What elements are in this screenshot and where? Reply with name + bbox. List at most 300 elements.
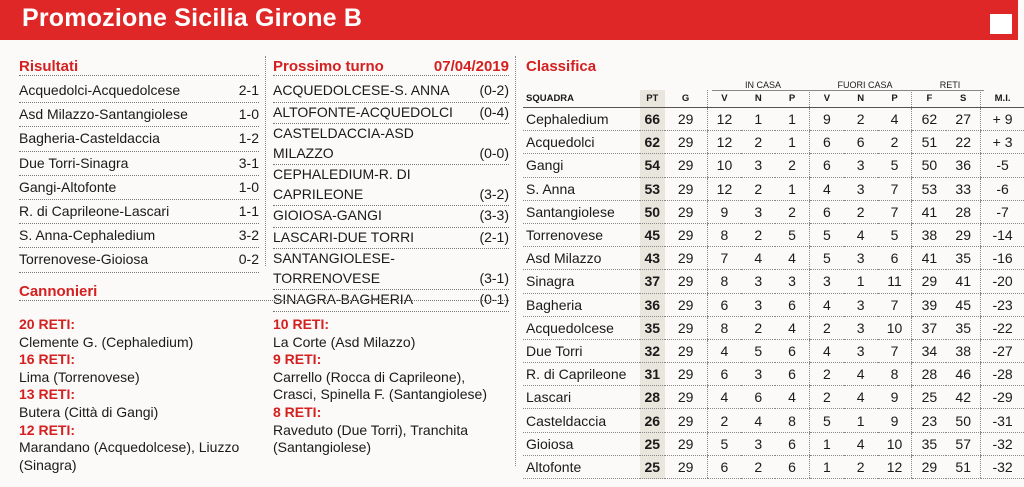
scorer-names: Clemente G. (Cephaledium) bbox=[19, 333, 194, 350]
standings-cell-hn: 4 bbox=[741, 409, 775, 432]
scorer-group bbox=[19, 351, 259, 386]
standings-cell-hp: 6 bbox=[775, 339, 809, 362]
standings-cell-av: 5 bbox=[809, 247, 843, 270]
fixture-first-leg: (0-1) bbox=[479, 291, 509, 307]
standings-cell-av: 4 bbox=[809, 177, 843, 200]
standings-cell-f: 38 bbox=[912, 223, 946, 246]
standings-cell-hv: 7 bbox=[707, 247, 741, 270]
standings-cell-hp: 4 bbox=[775, 247, 809, 270]
standings-cell-av: 3 bbox=[809, 270, 843, 293]
standings-cell-hp: 5 bbox=[775, 223, 809, 246]
standings-cell-an: 6 bbox=[844, 131, 878, 154]
result-match: Acquedolci-Acquedolcese bbox=[19, 82, 181, 98]
standings-cell-an: 3 bbox=[844, 316, 878, 339]
scorer-names: Lima (Torrenovese) bbox=[19, 368, 140, 385]
standings-cell-mi: -6 bbox=[981, 177, 1024, 200]
fixture-match: CASTELDACCIA-ASD MILAZZO bbox=[273, 125, 414, 161]
standings-cell-g: 29 bbox=[665, 108, 707, 131]
standings-cell-hv: 9 bbox=[707, 200, 741, 223]
standings-cell-team: S. Anna bbox=[523, 177, 640, 200]
header-mi: M.I. bbox=[981, 90, 1024, 108]
group-goals: RETI bbox=[916, 80, 984, 91]
standings-cell-av: 6 bbox=[809, 200, 843, 223]
standings-cell-team: Cephaledium bbox=[523, 108, 640, 131]
standings-cell-g: 29 bbox=[665, 432, 707, 455]
standings-cell-mi: -32 bbox=[981, 455, 1024, 478]
standings-cell-s: 35 bbox=[946, 247, 980, 270]
scorer-goals-label: 12 RETI: bbox=[19, 421, 76, 438]
standings-row bbox=[523, 455, 1024, 478]
result-match: Due Torri-Sinagra bbox=[19, 154, 129, 171]
scorer-group bbox=[19, 316, 259, 351]
standings-cell-f: 25 bbox=[912, 386, 946, 409]
standings-cell-g: 29 bbox=[665, 293, 707, 316]
fixture-row bbox=[273, 81, 509, 103]
standings-cell-f: 35 bbox=[912, 432, 946, 455]
standings-cell-hn: 2 bbox=[741, 455, 775, 478]
standings-cell-s: 45 bbox=[946, 293, 980, 316]
next-round-title: Prossimo turno bbox=[273, 58, 384, 75]
header-away-v: V bbox=[809, 90, 843, 108]
fixture-match: ACQUEDOLCESE-S. ANNA bbox=[273, 82, 450, 98]
fixture-first-leg: (3-2) bbox=[479, 185, 509, 202]
standings-cell-pt: 26 bbox=[640, 409, 665, 432]
fixture-first-leg: (0-0) bbox=[479, 144, 509, 161]
standings-cell-hp: 2 bbox=[775, 154, 809, 177]
standings-cell-pt: 25 bbox=[640, 432, 665, 455]
standings-cell-hn: 2 bbox=[741, 177, 775, 200]
standings-cell-hv: 5 bbox=[707, 432, 741, 455]
standings-cell-pt: 66 bbox=[640, 108, 665, 131]
fixture-match: LASCARI-DUE TORRI bbox=[273, 228, 415, 245]
standings-table bbox=[523, 90, 1024, 479]
standings-cell-g: 29 bbox=[665, 386, 707, 409]
header-f: F bbox=[912, 90, 946, 108]
standings-cell-hv: 12 bbox=[707, 177, 741, 200]
header-home-p: P bbox=[775, 90, 809, 108]
standings-cell-team: Acquedolci bbox=[523, 131, 640, 154]
standings-cell-hn: 2 bbox=[741, 316, 775, 339]
header-team: SQUADRA bbox=[523, 90, 640, 108]
standings-cell-s: 22 bbox=[946, 131, 980, 154]
standings-cell-an: 3 bbox=[844, 293, 878, 316]
standings-row bbox=[523, 223, 1024, 246]
standings-cell-hv: 6 bbox=[707, 363, 741, 386]
standings-cell-s: 28 bbox=[946, 200, 980, 223]
standings-cell-hn: 6 bbox=[741, 386, 775, 409]
result-score: 2-1 bbox=[238, 82, 259, 98]
fixture-row bbox=[273, 103, 509, 125]
standings-cell-av: 5 bbox=[809, 409, 843, 432]
standings-cell-mi: -20 bbox=[981, 270, 1024, 293]
standings-cell-an: 2 bbox=[844, 108, 878, 131]
standings-cell-team: Bagheria bbox=[523, 293, 640, 316]
scorer-goals-label: 9 RETI: bbox=[273, 351, 322, 368]
standings-cell-hn: 3 bbox=[741, 432, 775, 455]
standings-cell-g: 29 bbox=[665, 200, 707, 223]
standings-cell-av: 6 bbox=[809, 131, 843, 154]
fixture-match: SANTANGIOLESE-TORRENOVESE bbox=[273, 250, 395, 286]
standings-cell-mi: -31 bbox=[981, 409, 1024, 432]
standings-cell-ap: 11 bbox=[878, 270, 912, 293]
standings-cell-mi: -28 bbox=[981, 363, 1024, 386]
result-score: 3-2 bbox=[238, 227, 259, 244]
standings-cell-team: Gioiosa bbox=[523, 432, 640, 455]
standings-cell-f: 39 bbox=[912, 293, 946, 316]
standings-cell-av: 4 bbox=[809, 293, 843, 316]
scorer-goals-label: 20 RETI: bbox=[19, 316, 76, 332]
standings-cell-s: 33 bbox=[946, 177, 980, 200]
standings-cell-hv: 8 bbox=[707, 316, 741, 339]
result-score: 1-1 bbox=[238, 202, 259, 219]
standings-cell-hn: 3 bbox=[741, 270, 775, 293]
standings-cell-team: Torrenovese bbox=[523, 223, 640, 246]
standings-cell-an: 4 bbox=[844, 223, 878, 246]
next-round-list bbox=[273, 81, 509, 312]
standings-cell-ap: 9 bbox=[878, 386, 912, 409]
standings-row bbox=[523, 316, 1024, 339]
result-score: 0-2 bbox=[238, 251, 259, 268]
standings-cell-hp: 1 bbox=[775, 108, 809, 131]
scorer-names: Raveduto (Due Torri), Tranchita (Santangiolese) bbox=[273, 421, 469, 456]
page-title: Promozione Sicilia Girone B bbox=[22, 4, 363, 32]
standings-cell-team: Due Torri bbox=[523, 339, 640, 362]
result-score: 1-0 bbox=[238, 106, 259, 123]
standings-cell-mi: -27 bbox=[981, 339, 1024, 362]
standings-cell-pt: 37 bbox=[640, 270, 665, 293]
standings-row bbox=[523, 339, 1024, 362]
fixture-first-leg: (0-2) bbox=[479, 82, 509, 98]
standings-cell-f: 53 bbox=[912, 177, 946, 200]
header-away-p: P bbox=[878, 90, 912, 108]
result-match: Gangi-Altofonte bbox=[19, 178, 117, 195]
standings-cell-team: R. di Caprileone bbox=[523, 363, 640, 386]
standings-cell-mi: -14 bbox=[981, 223, 1024, 246]
standings-cell-ap: 6 bbox=[878, 247, 912, 270]
standings-cell-mi: -29 bbox=[981, 386, 1024, 409]
standings-cell-hv: 12 bbox=[707, 108, 741, 131]
standings-row bbox=[523, 270, 1024, 293]
standings-cell-g: 29 bbox=[665, 409, 707, 432]
standings-cell-f: 34 bbox=[912, 339, 946, 362]
banner-white-box bbox=[990, 14, 1012, 34]
standings-cell-hv: 6 bbox=[707, 293, 741, 316]
standings-cell-ap: 4 bbox=[878, 108, 912, 131]
result-match: Torrenovese-Gioiosa bbox=[19, 251, 149, 268]
column-divider bbox=[515, 56, 516, 466]
standings-cell-s: 36 bbox=[946, 154, 980, 177]
fixture-match: GIOIOSA-GANGI bbox=[273, 207, 382, 223]
standings-row bbox=[523, 154, 1024, 177]
standings-cell-av: 1 bbox=[809, 432, 843, 455]
standings-cell-ap: 9 bbox=[878, 409, 912, 432]
title-banner bbox=[0, 0, 1018, 40]
standings-cell-ap: 7 bbox=[878, 200, 912, 223]
scorer-goals-label: 10 RETI: bbox=[273, 316, 330, 332]
standings-cell-mi: -5 bbox=[981, 154, 1024, 177]
results-heading: Risultati bbox=[19, 58, 259, 76]
standings-cell-g: 29 bbox=[665, 247, 707, 270]
fixture-row bbox=[273, 165, 509, 206]
standings-cell-g: 29 bbox=[665, 223, 707, 246]
result-score: 3-1 bbox=[238, 154, 259, 171]
header-home-n: N bbox=[741, 90, 775, 108]
standings-cell-hp: 3 bbox=[775, 270, 809, 293]
scorer-goals-label: 13 RETI: bbox=[19, 386, 76, 403]
scorer-group bbox=[273, 351, 509, 404]
standings-cell-hv: 4 bbox=[707, 339, 741, 362]
standings-cell-an: 3 bbox=[844, 247, 878, 270]
scorer-group bbox=[19, 386, 259, 421]
standings-cell-hp: 4 bbox=[775, 386, 809, 409]
fixture-first-leg: (2-1) bbox=[479, 228, 509, 245]
standings-cell-hp: 6 bbox=[775, 293, 809, 316]
standings-cell-pt: 53 bbox=[640, 177, 665, 200]
standings-cell-s: 50 bbox=[946, 409, 980, 432]
standings-cell-an: 2 bbox=[844, 200, 878, 223]
group-away: FUORI CASA bbox=[814, 80, 916, 91]
standings-cell-av: 2 bbox=[809, 316, 843, 339]
standings-cell-hp: 2 bbox=[775, 200, 809, 223]
fixture-first-leg: (3-1) bbox=[479, 269, 509, 286]
standings-cell-hp: 1 bbox=[775, 131, 809, 154]
standings-cell-team: Asd Milazzo bbox=[523, 247, 640, 270]
standings-cell-pt: 43 bbox=[640, 247, 665, 270]
standings-cell-pt: 25 bbox=[640, 455, 665, 478]
standings-cell-s: 51 bbox=[946, 455, 980, 478]
standings-row bbox=[523, 293, 1024, 316]
standings-cell-pt: 62 bbox=[640, 131, 665, 154]
standings-cell-team: Santangiolese bbox=[523, 200, 640, 223]
standings-cell-f: 28 bbox=[912, 363, 946, 386]
standings-cell-hv: 2 bbox=[707, 409, 741, 432]
standings-cell-mi: + 3 bbox=[981, 131, 1024, 154]
standings-cell-an: 1 bbox=[844, 409, 878, 432]
standings-cell-ap: 7 bbox=[878, 293, 912, 316]
scorers-left-column bbox=[19, 316, 259, 474]
standings-cell-s: 38 bbox=[946, 339, 980, 362]
standings-cell-hn: 1 bbox=[741, 108, 775, 131]
standings-cell-hp: 1 bbox=[775, 177, 809, 200]
standings-cell-ap: 2 bbox=[878, 131, 912, 154]
standings-row bbox=[523, 432, 1024, 455]
standings-cell-pt: 45 bbox=[640, 223, 665, 246]
standings-cell-hv: 10 bbox=[707, 154, 741, 177]
standings-cell-g: 29 bbox=[665, 339, 707, 362]
standings-cell-f: 50 bbox=[912, 154, 946, 177]
standings-heading: Classifica bbox=[526, 58, 597, 75]
standings-cell-hn: 3 bbox=[741, 200, 775, 223]
group-home: IN CASA bbox=[712, 80, 814, 91]
results-list bbox=[19, 79, 259, 273]
fixture-match: CEPHALEDIUM-R. DI CAPRILEONE bbox=[273, 166, 411, 202]
scorer-goals-label: 8 RETI: bbox=[273, 403, 322, 420]
standings-cell-ap: 5 bbox=[878, 154, 912, 177]
standings-cell-an: 3 bbox=[844, 177, 878, 200]
scorer-names: Butera (Città di Gangi) bbox=[19, 403, 159, 420]
standings-cell-f: 41 bbox=[912, 200, 946, 223]
standings-cell-f: 29 bbox=[912, 270, 946, 293]
standings-cell-hn: 5 bbox=[741, 339, 775, 362]
result-score: 1-2 bbox=[238, 130, 259, 147]
scorer-names: Marandano (Acquedolcese), Liuzzo (Sinagra) bbox=[19, 439, 240, 473]
standings-row bbox=[523, 247, 1024, 270]
standings-cell-av: 1 bbox=[809, 455, 843, 478]
standings-cell-an: 3 bbox=[844, 339, 878, 362]
standings-cell-hn: 3 bbox=[741, 154, 775, 177]
standings-cell-mi: -32 bbox=[981, 432, 1024, 455]
standings-row bbox=[523, 386, 1024, 409]
header-away-n: N bbox=[844, 90, 878, 108]
standings-cell-team: Sinagra bbox=[523, 270, 640, 293]
fixture-row bbox=[273, 206, 509, 228]
standings-cell-pt: 50 bbox=[640, 200, 665, 223]
scorers-heading: Cannonieri bbox=[19, 283, 509, 301]
scorer-goals-label: 16 RETI: bbox=[19, 351, 76, 368]
standings-cell-av: 4 bbox=[809, 339, 843, 362]
header-home-v: V bbox=[707, 90, 741, 108]
standings-cell-s: 35 bbox=[946, 316, 980, 339]
standings-cell-g: 29 bbox=[665, 131, 707, 154]
standings-cell-g: 29 bbox=[665, 270, 707, 293]
result-match: S. Anna-Cephaledium bbox=[19, 227, 156, 244]
standings-cell-hn: 2 bbox=[741, 131, 775, 154]
standings-cell-ap: 10 bbox=[878, 432, 912, 455]
standings-cell-mi: -23 bbox=[981, 293, 1024, 316]
standings-cell-hn: 3 bbox=[741, 293, 775, 316]
standings-cell-s: 27 bbox=[946, 108, 980, 131]
standings-cell-f: 37 bbox=[912, 316, 946, 339]
standings-cell-ap: 8 bbox=[878, 363, 912, 386]
standings-cell-an: 4 bbox=[844, 432, 878, 455]
standings-cell-g: 29 bbox=[665, 154, 707, 177]
standings-cell-mi: -16 bbox=[981, 247, 1024, 270]
standings-cell-hp: 6 bbox=[775, 432, 809, 455]
standings-cell-hv: 8 bbox=[707, 270, 741, 293]
standings-cell-an: 4 bbox=[844, 386, 878, 409]
standings-row bbox=[523, 108, 1024, 131]
result-row bbox=[19, 103, 259, 127]
standings-cell-hv: 6 bbox=[707, 455, 741, 478]
standings-cell-mi: -22 bbox=[981, 316, 1024, 339]
standings-cell-s: 57 bbox=[946, 432, 980, 455]
standings-cell-ap: 7 bbox=[878, 177, 912, 200]
result-row bbox=[19, 152, 259, 176]
standings-cell-av: 6 bbox=[809, 154, 843, 177]
standings-row bbox=[523, 200, 1024, 223]
standings-cell-f: 51 bbox=[912, 131, 946, 154]
standings-cell-an: 4 bbox=[844, 363, 878, 386]
standings-cell-av: 9 bbox=[809, 108, 843, 131]
column-divider bbox=[265, 56, 266, 266]
scorer-names: Carrello (Rocca di Caprileone), Crasci, Spinella F. (Santangiolese) bbox=[273, 368, 487, 403]
standings-cell-g: 29 bbox=[665, 455, 707, 478]
header-s: S bbox=[946, 90, 980, 108]
fixture-match: SINAGRA-BAGHERIA bbox=[273, 291, 414, 307]
standings-cell-hp: 4 bbox=[775, 316, 809, 339]
standings-cell-pt: 32 bbox=[640, 339, 665, 362]
standings-cell-av: 2 bbox=[809, 386, 843, 409]
result-match: Bagheria-Casteldaccia bbox=[19, 130, 160, 147]
standings-cell-g: 29 bbox=[665, 316, 707, 339]
standings-cell-g: 29 bbox=[665, 363, 707, 386]
standings-cell-g: 29 bbox=[665, 177, 707, 200]
standings-cell-s: 29 bbox=[946, 223, 980, 246]
header-g: G bbox=[665, 90, 707, 108]
result-score: 1-0 bbox=[238, 178, 259, 195]
standings-cell-f: 62 bbox=[912, 108, 946, 131]
result-row bbox=[19, 79, 259, 103]
scorer-group bbox=[273, 404, 509, 457]
standings-cell-ap: 7 bbox=[878, 339, 912, 362]
standings-cell-team: Lascari bbox=[523, 386, 640, 409]
standings-cell-hp: 6 bbox=[775, 455, 809, 478]
standings-cell-f: 23 bbox=[912, 409, 946, 432]
standings-row bbox=[523, 409, 1024, 432]
next-round-date: 07/04/2019 bbox=[433, 58, 509, 75]
standings-cell-av: 2 bbox=[809, 363, 843, 386]
result-match: R. di Caprileone-Lascari bbox=[19, 202, 170, 219]
standings-cell-pt: 54 bbox=[640, 154, 665, 177]
header-pt: PT bbox=[640, 90, 665, 108]
standings-cell-s: 42 bbox=[946, 386, 980, 409]
fixture-row bbox=[273, 228, 509, 250]
standings-cell-hv: 12 bbox=[707, 131, 741, 154]
scorer-names: La Corte (Asd Milazzo) bbox=[273, 333, 416, 350]
standings-cell-pt: 36 bbox=[640, 293, 665, 316]
standings-cell-f: 29 bbox=[912, 455, 946, 478]
standings-cell-mi: + 9 bbox=[981, 108, 1024, 131]
standings-cell-f: 41 bbox=[912, 247, 946, 270]
standings-row bbox=[523, 177, 1024, 200]
standings-row bbox=[523, 363, 1024, 386]
fixture-first-leg: (3-3) bbox=[479, 207, 509, 223]
standings-cell-s: 46 bbox=[946, 363, 980, 386]
standings-cell-an: 2 bbox=[844, 455, 878, 478]
standings-cell-team: Casteldaccia bbox=[523, 409, 640, 432]
fixture-first-leg: (0-4) bbox=[479, 103, 509, 120]
standings-cell-team: Acquedolcese bbox=[523, 316, 640, 339]
fixture-row bbox=[273, 124, 509, 165]
standings-cell-mi: -7 bbox=[981, 200, 1024, 223]
standings-cell-av: 5 bbox=[809, 223, 843, 246]
standings-cell-hn: 4 bbox=[741, 247, 775, 270]
fixture-match: ALTOFONTE-ACQUEDOLCI bbox=[273, 103, 453, 120]
standings-cell-team: Altofonte bbox=[523, 455, 640, 478]
next-round-heading bbox=[273, 58, 509, 76]
result-row bbox=[19, 200, 259, 224]
standings-cell-team: Gangi bbox=[523, 154, 640, 177]
standings-cell-hv: 4 bbox=[707, 386, 741, 409]
standings-cell-an: 3 bbox=[844, 154, 878, 177]
standings-cell-pt: 35 bbox=[640, 316, 665, 339]
standings-cell-hp: 8 bbox=[775, 409, 809, 432]
scorers-right-column bbox=[273, 316, 509, 457]
scorer-group bbox=[19, 422, 259, 475]
standings-cell-s: 41 bbox=[946, 270, 980, 293]
standings-cell-ap: 10 bbox=[878, 316, 912, 339]
standings-cell-hv: 8 bbox=[707, 223, 741, 246]
result-row bbox=[19, 176, 259, 200]
result-row bbox=[19, 127, 259, 151]
standings-cell-hn: 3 bbox=[741, 363, 775, 386]
standings-cell-hn: 2 bbox=[741, 223, 775, 246]
scorer-group bbox=[273, 316, 509, 351]
result-row bbox=[19, 224, 259, 248]
result-match: Asd Milazzo-Santangiolese bbox=[19, 106, 188, 123]
standings-header-row bbox=[523, 90, 1024, 108]
standings-cell-hp: 6 bbox=[775, 363, 809, 386]
